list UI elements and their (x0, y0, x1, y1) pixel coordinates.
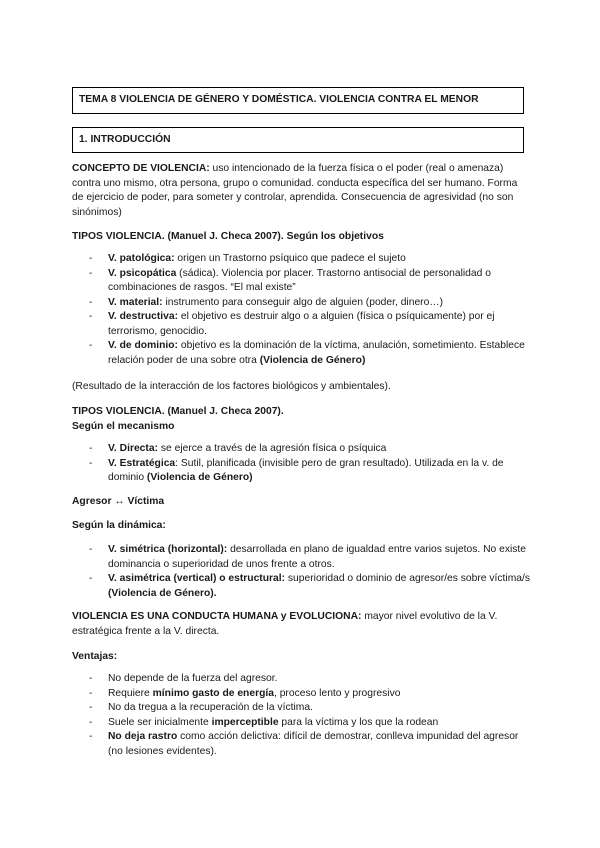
resultado-text: (Resultado de la interacción de los factores biológicos y ambientales). (72, 381, 391, 392)
document-title-box (72, 87, 524, 114)
evoluciona-paragraph (72, 610, 530, 639)
ventajas-list (72, 672, 530, 759)
tipos-objetivos-heading (72, 230, 530, 245)
dinamica-list (72, 543, 530, 601)
tipos-mecanismo-list (72, 442, 530, 486)
concepto-paragraph (72, 162, 530, 220)
list-item: - V. de dominio: objetivo es la dominación de la víctima, anulación, sometimiento. Establece relación poder de una sobre otra (Violencia de Género) (89, 340, 525, 366)
evoluciona-label: VIOLENCIA ES UNA CONDUCTA HUMANA y EVOLUCIONA: (72, 611, 362, 622)
list-item: - V. destructiva: el objetivo es destruir algo o a alguien (física o psíquicamente) por ej terrorismo, genocidio. (89, 311, 495, 337)
list-item: - Requiere mínimo gasto de energía, proceso lento y progresivo (89, 687, 401, 699)
dinamica-title: Según la dinámica: (72, 520, 166, 531)
concepto-label: CONCEPTO DE VIOLENCIA: (72, 163, 210, 174)
list-item: - No deja rastro como acción delictiva: difícil de demostrar, conlleva impunidad del agresor (no lesiones evidentes). (89, 731, 519, 757)
list-item: - V. patológica: origen un Trastorno psíquico que padece el sujeto (89, 253, 406, 264)
tipos-mecanismo-title: TIPOS VIOLENCIA. (Manuel J. Checa 2007). (72, 406, 284, 417)
list-item: - V. asimétrica (vertical) o estructural: superioridad o dominio de agresor/es sobre víctima/s (Violencia de Género). (89, 573, 531, 599)
tipos-objetivos-list (72, 252, 530, 368)
tipos-mecanismo-subtitle: Según el mecanismo (72, 420, 175, 432)
agresor-victima-text: Agresor ↔ Víctima (72, 496, 165, 507)
agresor-victima (72, 495, 530, 510)
resultado-paragraph (72, 380, 530, 395)
concepto-text: uso intencionado de la fuerza física o el poder (real o amenaza) contra uno mismo, otra persona, grupo o comunidad. conducta específica del ser humano. Forma de ejercicio de poder, para someter y controlar, aprendida. Consecuencia de agresividad (no son sinónimos) (72, 163, 518, 218)
ventajas-title: Ventajas: (72, 651, 118, 662)
list-item: - V. material: instrumento para conseguir algo de alguien (poder, dinero…) (89, 296, 444, 308)
section-heading-box (72, 127, 524, 153)
list-item: - No depende de la fuerza del agresor. (89, 673, 278, 684)
document-title: TEMA 8 VIOLENCIA DE GÉNERO Y DOMÉSTICA. VIOLENCIA CONTRA EL MENOR (79, 94, 479, 106)
section-heading: 1. INTRODUCCIÓN (79, 133, 171, 145)
list-item: - V. Directa: se ejerce a través de la agresión física o psíquica (89, 443, 387, 454)
tipos-mecanismo-heading (72, 405, 530, 434)
ventajas-heading (72, 650, 530, 665)
dinamica-heading (72, 519, 530, 534)
list-item: - No da tregua a la recuperación de la víctima. (89, 702, 313, 713)
tipos-objetivos-title: TIPOS VIOLENCIA. (Manuel J. Checa 2007). Según los objetivos (72, 231, 384, 242)
list-item: - V. Estratégica: Sutil, planificada (invisible pero de gran resultado). Utilizada en la v. de dominio (Violencia de Género) (89, 457, 504, 483)
list-item: - V. psicopática (sádica). Violencia por placer. Trastorno antisocial de personalidad o combinaciones de rasgos. “El mal existe” (89, 267, 491, 293)
evoluciona-text: mayor nivel evolutivo de la V. estratégica frente a la V. directa. (72, 611, 498, 637)
list-item: - Suele ser inicialmente imperceptible para la víctima y los que la rodean (89, 716, 439, 728)
list-item: - V. simétrica (horizontal): desarrollada en plano de igualdad entre varios sujetos. No existe dominancia o superioridad de unos frente a otros. (89, 544, 527, 570)
